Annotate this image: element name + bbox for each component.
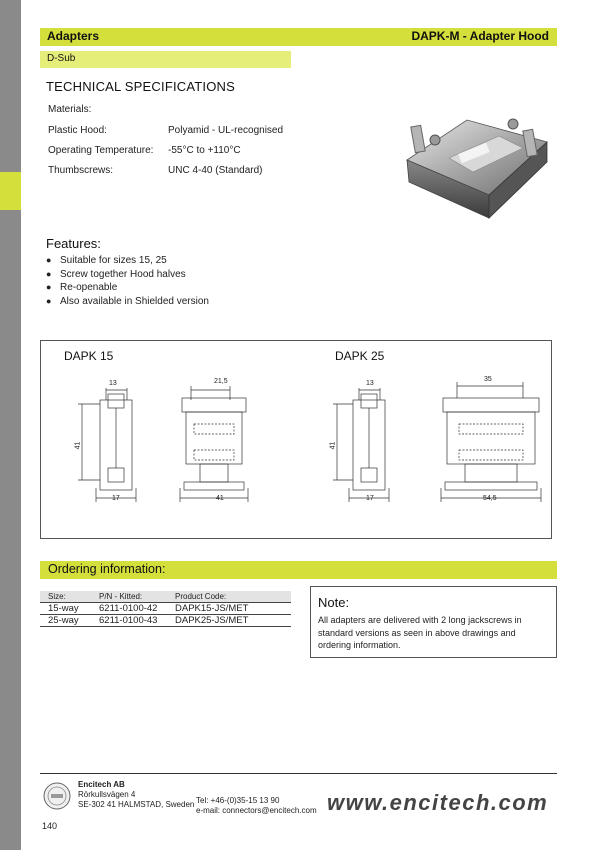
subheader-bar [40, 51, 291, 68]
footer-divider [40, 773, 557, 774]
certification-seal-icon [42, 781, 72, 811]
dim-label: 54,5 [483, 495, 497, 502]
spec-label-thumbscrews: Thumbscrews: [48, 165, 114, 176]
dim-label: 41 [216, 495, 224, 502]
spec-value-plastic-hood: Polyamid - UL-recognised [168, 125, 284, 136]
note-body: All adapters are delivered with 2 long jackscrews in standard versions as seen in above drawings and ordering information. [318, 615, 522, 650]
dim-label: 21,5 [214, 378, 228, 385]
dim-label: 41 [329, 441, 337, 450]
ordering-table-wrap [40, 591, 291, 627]
dim-label: 35 [484, 376, 492, 383]
table-cell: DAPK15-JS/MET [172, 603, 291, 615]
company-address [78, 780, 194, 810]
ordering-table [40, 591, 291, 627]
company-city: SE-302 41 HALMSTAD, Sweden [78, 800, 195, 809]
features-title: Features: [46, 236, 101, 251]
bullet-icon: ● [46, 295, 52, 306]
table-header-cell: Product Code: [172, 591, 291, 603]
table-cell: 6211-0100-42 [96, 603, 172, 615]
table-header-cell: Size: [40, 591, 96, 603]
feature-item: ● Also available in Shielded version [46, 295, 209, 307]
dim-label: 17 [112, 495, 120, 502]
table-header-cell: P/N - Kitted: [96, 591, 172, 603]
dim-label: 41 [74, 441, 82, 450]
company-street: Rörkullsvägen 4 [78, 790, 136, 799]
bullet-icon: ● [46, 255, 52, 265]
drawing-title-dapk15: DAPK 15 [64, 349, 114, 363]
feature-item: ● Re-openable [46, 282, 118, 293]
spec-label-operating-temp: Operating Temperature: [48, 145, 154, 156]
spec-value-operating-temp: -55°C to +110°C [168, 145, 241, 156]
side-margin-accent [0, 172, 21, 210]
subheader-label: D-Sub [47, 53, 76, 64]
company-tel: Tel: +46-(0)35-15 13 90 [196, 796, 280, 805]
company-name: Encitech AB [78, 780, 125, 789]
ordering-title: Ordering information: [48, 562, 166, 576]
tech-spec-title: TECHNICAL SPECIFICATIONS [46, 79, 235, 94]
table-cell: 15-way [40, 603, 96, 615]
table-cell: DAPK25-JS/MET [172, 615, 291, 627]
drawing-dapk25 [325, 370, 550, 510]
bullet-icon: ● [46, 268, 52, 279]
spec-value-thumbscrews: UNC 4-40 (Standard) [168, 165, 263, 176]
spec-label-plastic-hood: Plastic Hood: [48, 125, 107, 136]
product-photo [397, 90, 557, 235]
features-list [46, 254, 209, 308]
header-category: Adapters [47, 29, 100, 43]
note-title: Note: [318, 595, 350, 610]
drawing-title-dapk25: DAPK 25 [335, 349, 385, 363]
drawing-dapk15 [60, 370, 275, 510]
bullet-icon: ● [46, 282, 52, 292]
dim-label: 13 [366, 380, 374, 387]
dim-label: 17 [366, 495, 374, 502]
dim-label: 13 [109, 380, 117, 387]
table-row [40, 603, 291, 615]
feature-item: ● Screw together Hood halves [46, 268, 186, 280]
materials-label: Materials: [48, 104, 92, 115]
table-row [40, 615, 291, 627]
table-cell: 25-way [40, 615, 96, 627]
company-email[interactable]: e-mail: connectors@encitech.com [196, 806, 317, 815]
table-cell: 6211-0100-43 [96, 615, 172, 627]
website-link[interactable]: www.encitech.com [327, 790, 549, 815]
header-product-title: DAPK-M - Adapter Hood [411, 29, 549, 43]
table-header-row [40, 591, 291, 603]
company-contact [196, 796, 317, 816]
page-number: 140 [42, 821, 58, 831]
side-margin-bar [0, 0, 21, 850]
feature-item: ● Suitable for sizes 15, 25 [46, 255, 167, 266]
